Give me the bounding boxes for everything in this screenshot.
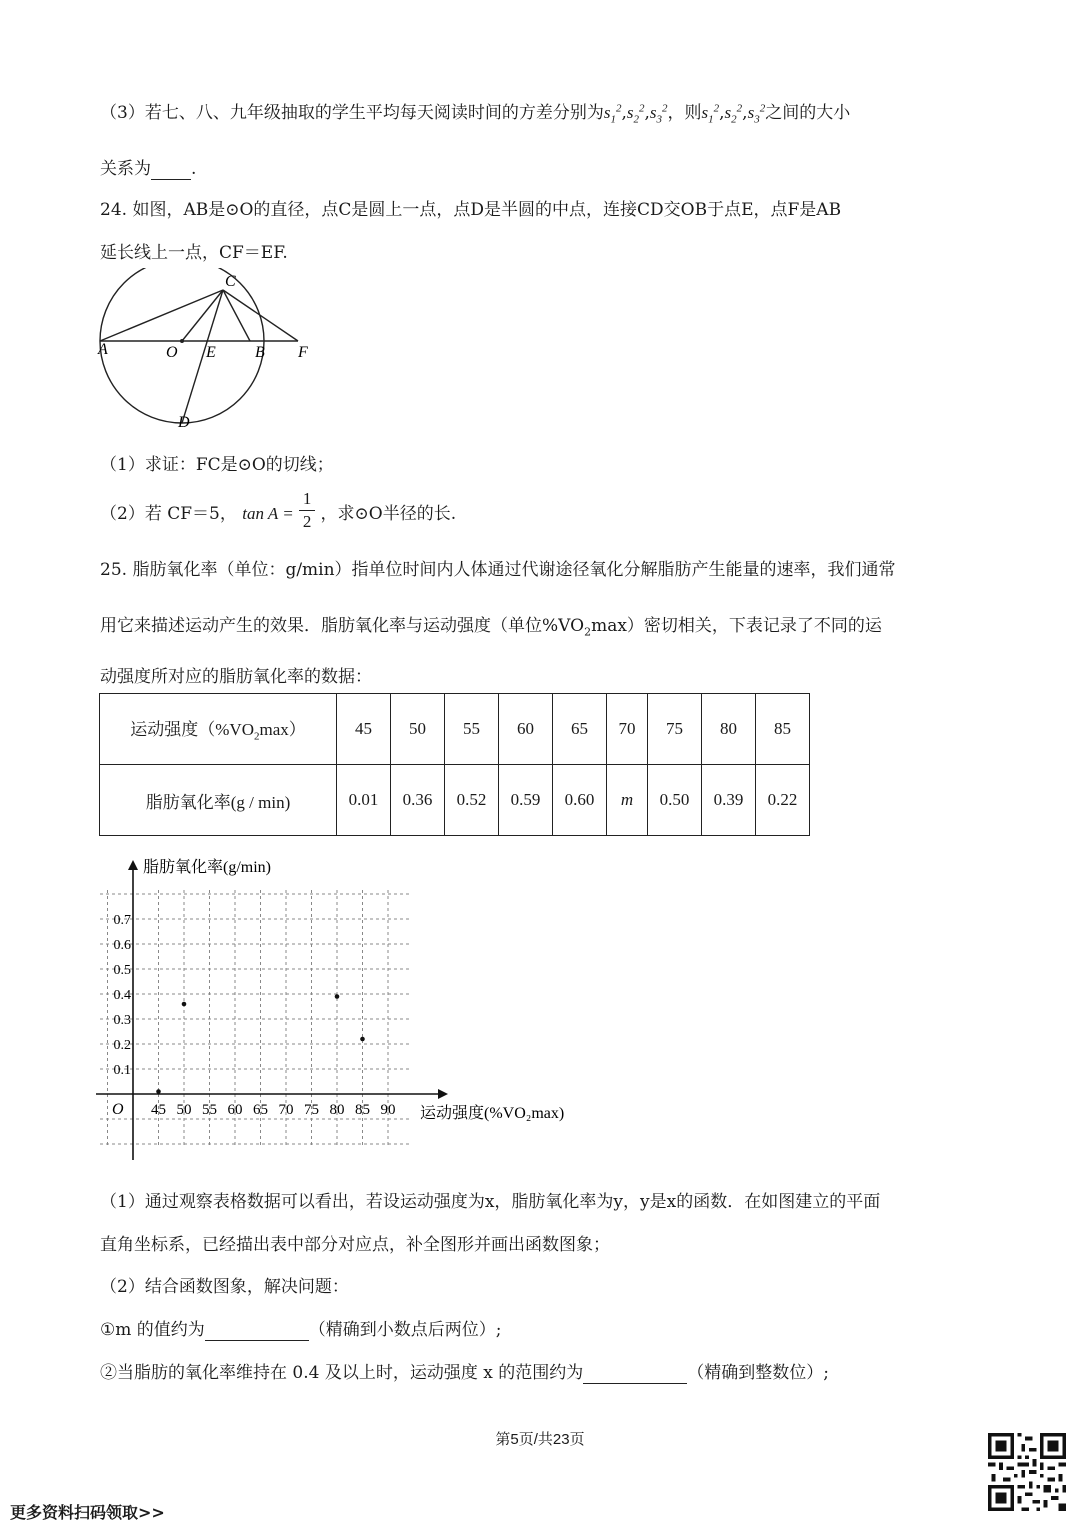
q25-question-i [100,1315,502,1341]
table-cell: 60 [499,694,553,765]
label-a: A [98,341,108,358]
circle-geometry-figure [90,268,330,433]
comma: , [621,103,627,123]
fraction-one-half [299,488,315,533]
table-cell-m: m [607,765,648,836]
line-ac [100,290,223,341]
x-tick-label: 50 [176,1102,192,1118]
table-cell: 45 [337,694,391,765]
row-header-intensity: 运动强度$(\%VO_2\max)$ [100,694,337,765]
y-tick-label: 0.4 [113,988,131,1003]
q-i-text: ①m 的值约为 [100,1320,205,1340]
answer-blank[interactable] [151,159,191,180]
comma: , [742,103,748,123]
table-cell: 80 [702,694,756,765]
s2-squared: $s_2^2$ [724,102,743,126]
x-tick-label: 90 [380,1102,396,1118]
label-c: C [225,273,236,290]
comma: , [644,103,650,123]
y-tick-label: 0.6 [113,938,131,953]
q23-part3-line1 [100,98,850,125]
q23-text: 关系为 [100,159,151,179]
y-tick-label: 0.5 [113,963,131,978]
line-cd [182,290,223,423]
x-axis-label: 运动强度(%VO₂max) [420,1105,565,1122]
tan-a: tan A = [242,504,294,523]
s1-squared: $s_1^2$ [603,102,622,126]
q25-text: 用它来描述运动产生的效果．脂肪氧化率与运动强度（单位%VO [100,616,585,636]
table-cell: 0.52 [445,765,499,836]
more-resources-link[interactable]: 更多资料扫码领取>> [10,1503,165,1522]
fraction-denominator: 2 [302,512,312,531]
fraction-numerator: 1 [299,488,315,511]
q24-part2-text: ，求⊙O半径的长. [320,504,457,524]
table-cell: 0.39 [702,765,756,836]
table-cell: 65 [553,694,607,765]
s3-squared: $s_3^2$ [747,102,766,126]
table-cell: 0.60 [553,765,607,836]
x-tick-label: 60 [227,1102,243,1118]
q23-text: ，则 [667,103,702,123]
row-header-rate: 脂肪氧化率(g / min) [100,765,337,836]
label-b: B [255,344,265,361]
q25-question-ii [100,1358,829,1384]
table-cell: 75 [648,694,702,765]
table-cell: 85 [756,694,810,765]
page-number: 第5页/共23页 [495,1431,585,1448]
q-ii-text: ②当脂肪的氧化率维持在 0.4 及以上时，运动强度 x 的范围约为 [100,1363,584,1383]
y-axis-label: 脂肪氧化率(g/min) [143,859,271,876]
x-tick-label: 85 [355,1102,370,1118]
q24-part1: （1）求证：FC是⊙O的切线； [100,455,334,475]
answer-blank-range[interactable] [583,1363,687,1384]
x-tick-label: 70 [278,1102,294,1118]
q25-part2: （2）结合函数图象，解决问题： [100,1277,349,1297]
origin-label: O [112,1101,124,1118]
table-cell: 0.50 [648,765,702,836]
y-axis-arrow [128,860,138,870]
comma: , [719,103,725,123]
q25-stem-line3: 动强度所对应的脂肪氧化率的数据： [100,667,372,687]
q24-part2 [100,488,456,536]
q23-text: 之间的大小 [765,103,851,123]
label-f: F [298,344,308,361]
subscript: 2 [584,625,592,639]
x-tick-label: 45 [151,1102,166,1118]
line-cf [223,290,298,341]
scatter-chart [90,850,610,1170]
q25-stem-line2 [100,611,882,638]
table-cell: 70 [607,694,648,765]
circle-o [100,268,264,423]
q25-part1-line1: （1）通过观察表格数据可以看出，若设运动强度为x，脂肪氧化率为y，y是x的函数．在如图建立的平面 [100,1192,881,1212]
q24-stem-line2: 延长线上一点，CF＝EF. [100,243,288,263]
y-tick-label: 0.1 [113,1063,131,1078]
x-tick-label: 65 [253,1102,268,1118]
table-cell: 55 [445,694,499,765]
q24-stem-line1: 24. 如图，AB是⊙O的直径，点C是圆上一点，点D是半圆的中点，连接CD交OB于点E，点F是AB [100,200,842,220]
x-tick-label: 80 [329,1102,345,1118]
x-axis-arrow [438,1089,448,1099]
s2-squared: $s_2^2$ [626,102,645,126]
data-point [360,1037,365,1042]
label-e: E [206,344,216,361]
data-point [335,994,340,999]
data-table [99,693,810,836]
table-row [100,694,810,765]
label-o: O [166,344,178,361]
table-cell: 0.22 [756,765,810,836]
table-row [100,765,810,836]
point-o [180,339,184,343]
s3-squared: $s_3^2$ [649,102,668,126]
qr-code-icon[interactable] [988,1433,1066,1511]
s1-squared: $s_1^2$ [701,102,720,126]
q23-part3-line2: 关系为 . [100,159,197,179]
q25-stem-line1: 25. 脂肪氧化率（单位：g/min）指单位时间内人体通过代谢途径氧化分解脂肪产生能量的速率，我们通常 [100,560,896,580]
y-tick-label: 0.7 [113,913,131,928]
label-d: D [178,414,190,431]
q23-text: （3）若七、八、九年级抽取的学生平均每天阅读时间的方差分别为 [100,103,604,123]
table-cell: 50 [391,694,445,765]
answer-blank-m[interactable] [205,1320,309,1341]
q24-part2-text: （2）若 CF＝5， [100,504,237,524]
line-oc [182,290,223,341]
x-tick-label: 55 [202,1102,217,1118]
q25-text: max）密切相关，下表记录了不同的运 [591,616,882,636]
y-tick-label: 0.3 [113,1013,131,1028]
table-cell: 0.01 [337,765,391,836]
x-tick-label: 75 [304,1102,319,1118]
line-cb [223,290,250,341]
q-i-text: （精确到小数点后两位）; [308,1320,502,1340]
q25-part1-line2: 直角坐标系，已经描出表中部分对应点，补全图形并画出函数图象； [100,1235,610,1255]
data-point [156,1089,161,1094]
table-cell: 0.36 [391,765,445,836]
q-ii-text: （精确到整数位）; [687,1363,829,1383]
table-cell: 0.59 [499,765,553,836]
data-point [182,1002,187,1007]
y-tick-label: 0.2 [113,1038,131,1053]
